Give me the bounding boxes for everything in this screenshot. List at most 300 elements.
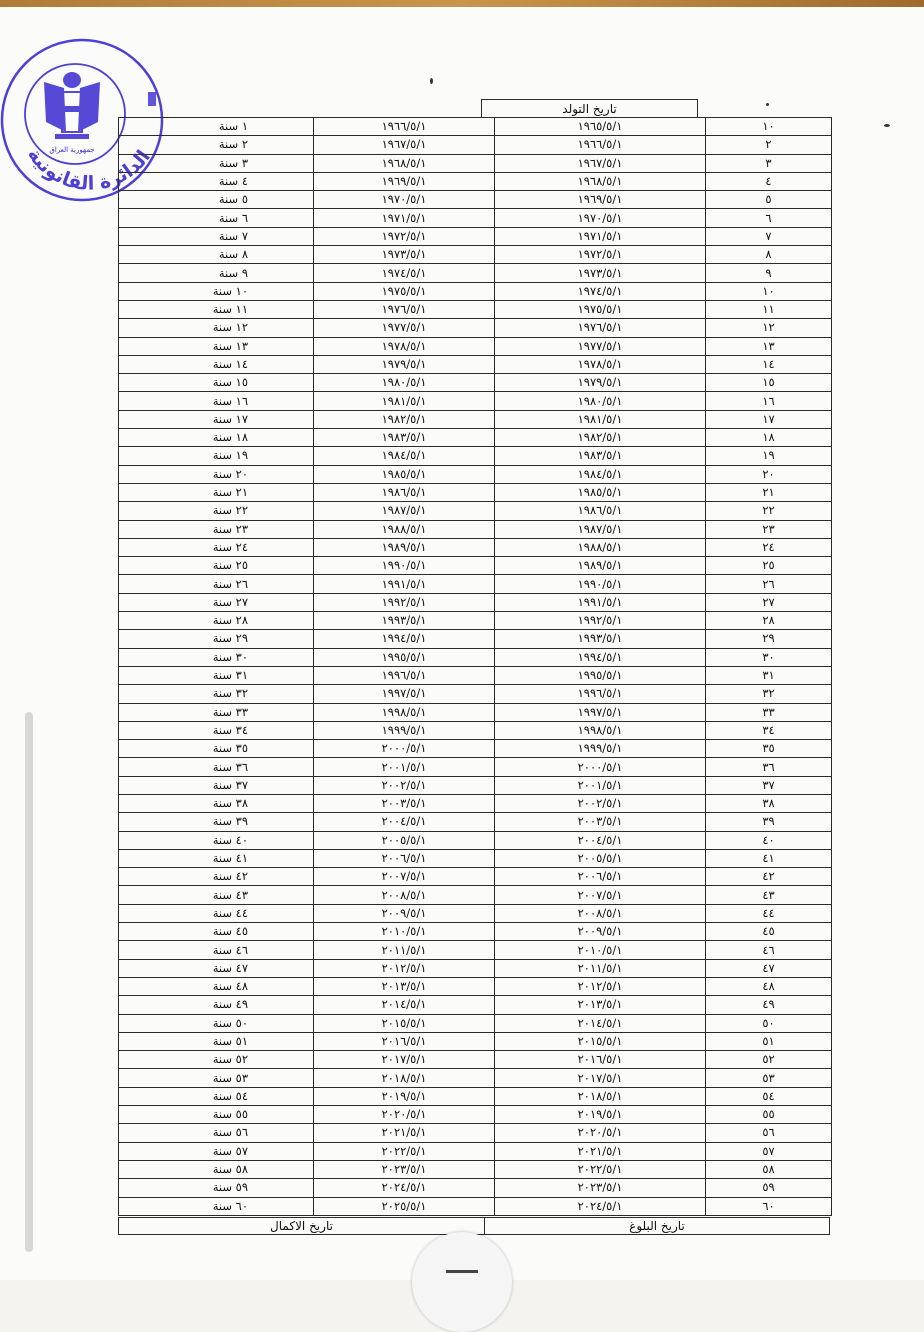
maturity-date-cell: ١٩٦٩/٥/١: [314, 172, 495, 190]
row-number: ٣١: [706, 666, 832, 684]
table-row: [119, 1179, 832, 1197]
table-row: [119, 593, 832, 611]
birth-date-cell: ١٩٩٦/٥/١: [495, 685, 706, 703]
birth-date-cell: ١٩٨٢/٥/١: [495, 429, 706, 447]
table-row: [119, 1106, 832, 1124]
age-cell: ٣٣ سنة: [119, 703, 314, 721]
row-number: ٢٦: [706, 575, 832, 593]
age-cell: ٢١ سنة: [119, 483, 314, 501]
birth-date-cell: ١٩٨٧/٥/١: [495, 520, 706, 538]
maturity-date-cell: ١٩٩٧/٥/١: [314, 685, 495, 703]
maturity-date-cell: ١٩٨٠/٥/١: [314, 374, 495, 392]
ink-mark: [430, 78, 433, 84]
table-row: [119, 319, 832, 337]
age-cell: ٢٣ سنة: [119, 520, 314, 538]
table-row: [119, 246, 832, 264]
row-number: ٤٠: [706, 831, 832, 849]
birth-date-cell: ٢٠١٦/٥/١: [495, 1051, 706, 1069]
row-number: ٤١: [706, 849, 832, 867]
table-row: [119, 1069, 832, 1087]
birth-date-cell: ١٩٩٢/٥/١: [495, 612, 706, 630]
maturity-date-cell: ١٩٩٤/٥/١: [314, 630, 495, 648]
row-number: ٥: [706, 191, 832, 209]
maturity-date-cell: ٢٠٠٩/٥/١: [314, 904, 495, 922]
table-row: [119, 831, 832, 849]
table-row: [119, 1051, 832, 1069]
age-cell: ٤٢ سنة: [119, 868, 314, 886]
maturity-date-cell: ١٩٨٦/٥/١: [314, 483, 495, 501]
maturity-date-cell: ١٩٧٧/٥/١: [314, 319, 495, 337]
table-row: [119, 666, 832, 684]
age-cell: ٤٦ سنة: [119, 941, 314, 959]
row-number: ٣٩: [706, 813, 832, 831]
maturity-date-cell: ١٩٧٠/٥/١: [314, 191, 495, 209]
row-number: ٩: [706, 264, 832, 282]
birth-date-cell: ١٩٦٥/٥/١: [495, 118, 706, 136]
age-cell: ٤٨ سنة: [119, 977, 314, 995]
row-number: ١٢: [706, 319, 832, 337]
table-row: [119, 154, 832, 172]
row-number: ٥٤: [706, 1087, 832, 1105]
table-row: [119, 538, 832, 556]
birth-date-cell: ٢٠٠٨/٥/١: [495, 904, 706, 922]
row-number: ٢٥: [706, 557, 832, 575]
age-cell: ١٤ سنة: [119, 355, 314, 373]
stamp-text: الدائرة القانونية: [23, 144, 155, 195]
birth-date-cell: ٢٠٢١/٥/١: [495, 1142, 706, 1160]
age-cell: ٢٥ سنة: [119, 557, 314, 575]
age-cell: ١٦ سنة: [119, 392, 314, 410]
birth-date-cell: ١٩٩٧/٥/١: [495, 703, 706, 721]
table-row: [119, 465, 832, 483]
maturity-date-cell: ١٩٨١/٥/١: [314, 392, 495, 410]
maturity-date-cell: ١٩٨٩/٥/١: [314, 538, 495, 556]
age-cell: ٤٣ سنة: [119, 886, 314, 904]
maturity-date-cell: ١٩٧٤/٥/١: [314, 264, 495, 282]
maturity-date-cell: ١٩٩٢/٥/١: [314, 593, 495, 611]
row-number: ٦٠: [706, 1197, 832, 1215]
age-cell: ٤٧ سنة: [119, 959, 314, 977]
birth-date-cell: ١٩٧٧/٥/١: [495, 337, 706, 355]
age-cell: ٢٤ سنة: [119, 538, 314, 556]
birth-date-cell: ١٩٨١/٥/١: [495, 410, 706, 428]
age-cell: ٥١ سنة: [119, 1032, 314, 1050]
birth-date-cell: ١٩٧٥/٥/١: [495, 300, 706, 318]
birth-date-cell: ٢٠٠٠/٥/١: [495, 758, 706, 776]
row-number: ٢٨: [706, 612, 832, 630]
birth-date-cell: ١٩٩٩/٥/١: [495, 740, 706, 758]
age-cell: ٥٦ سنة: [119, 1124, 314, 1142]
birth-date-cell: ١٩٧٦/٥/١: [495, 319, 706, 337]
table-row: [119, 483, 832, 501]
age-cell: ٢٨ سنة: [119, 612, 314, 630]
maturity-date-cell: ١٩٨٨/٥/١: [314, 520, 495, 538]
age-cell: ٣٩ سنة: [119, 813, 314, 831]
scrollbar[interactable]: [25, 712, 33, 1252]
row-number: ٥٠: [706, 1014, 832, 1032]
age-cell: ٣٨ سنة: [119, 794, 314, 812]
birth-date-cell: ٢٠٠٤/٥/١: [495, 831, 706, 849]
maturity-date-cell: ١٩٩٨/٥/١: [314, 703, 495, 721]
maturity-date-cell: ١٩٨٤/٥/١: [314, 447, 495, 465]
birth-date-cell: ٢٠١٤/٥/١: [495, 1014, 706, 1032]
birth-date-cell: ٢٠٠١/٥/١: [495, 776, 706, 794]
maturity-date-cell: ٢٠٢٠/٥/١: [314, 1106, 495, 1124]
maturity-date-cell: ٢٠٠٥/٥/١: [314, 831, 495, 849]
maturity-date-cell: ١٩٩٩/٥/١: [314, 721, 495, 739]
age-cell: ٥٣ سنة: [119, 1069, 314, 1087]
birth-date-cell: ٢٠٢٠/٥/١: [495, 1124, 706, 1142]
birth-date-cell: ١٩٨٠/٥/١: [495, 392, 706, 410]
row-number: ٥٨: [706, 1160, 832, 1178]
row-number: ٦: [706, 209, 832, 227]
age-table-body: [119, 118, 832, 1216]
maturity-date-cell: ١٩٧٩/٥/١: [314, 355, 495, 373]
table-row: [119, 868, 832, 886]
row-number: ٤: [706, 172, 832, 190]
table-row: [119, 191, 832, 209]
stamp-emblem-text: جمهورية العراق: [49, 146, 95, 154]
table-row: [119, 1124, 832, 1142]
bottom-action-button[interactable]: [412, 1232, 512, 1332]
minus-icon: [446, 1270, 478, 1273]
birth-date-cell: ١٩٩٥/٥/١: [495, 666, 706, 684]
maturity-date-cell: ١٩٨٢/٥/١: [314, 410, 495, 428]
row-number: ٢٤: [706, 538, 832, 556]
age-cell: ١٣ سنة: [119, 337, 314, 355]
row-number: ٣٠: [706, 648, 832, 666]
row-number: ٢٧: [706, 593, 832, 611]
row-number: ٣٣: [706, 703, 832, 721]
table-row: [119, 612, 832, 630]
table-row: [119, 886, 832, 904]
age-cell: ٨ سنة: [119, 246, 314, 264]
birth-date-cell: ٢٠٠٦/٥/١: [495, 868, 706, 886]
birth-date-cell: ١٩٦٧/٥/١: [495, 154, 706, 172]
maturity-date-cell: ٢٠٠٦/٥/١: [314, 849, 495, 867]
table-row: [119, 264, 832, 282]
birth-date-cell: ١٩٦٨/٥/١: [495, 172, 706, 190]
age-cell: ٤٤ سنة: [119, 904, 314, 922]
row-number: ٢٣: [706, 520, 832, 538]
row-number: ٤٢: [706, 868, 832, 886]
maturity-date-cell: ٢٠٢٢/٥/١: [314, 1142, 495, 1160]
birth-date-cell: ٢٠٢٣/٥/١: [495, 1179, 706, 1197]
birth-date-cell: ١٩٧٠/٥/١: [495, 209, 706, 227]
row-number: ٥٩: [706, 1179, 832, 1197]
maturity-date-cell: ٢٠٠٠/٥/١: [314, 740, 495, 758]
table-row: [119, 776, 832, 794]
row-number: ٣٦: [706, 758, 832, 776]
age-cell: ٢٢ سنة: [119, 502, 314, 520]
age-cell: ٣٦ سنة: [119, 758, 314, 776]
birth-date-cell: ٢٠١٠/٥/١: [495, 941, 706, 959]
row-number: ٣٧: [706, 776, 832, 794]
birth-date-cell: ١٩٨٩/٥/١: [495, 557, 706, 575]
maturity-date-cell: ١٩٧١/٥/١: [314, 209, 495, 227]
maturity-date-cell: ١٩٧٣/٥/١: [314, 246, 495, 264]
row-number: ٢: [706, 136, 832, 154]
table-row: [119, 282, 832, 300]
table-row: [119, 1160, 832, 1178]
birth-date-cell: ١٩٩٣/٥/١: [495, 630, 706, 648]
age-cell: ٥٠ سنة: [119, 1014, 314, 1032]
age-cell: ٥٤ سنة: [119, 1087, 314, 1105]
table-row: [119, 794, 832, 812]
table-row: [119, 575, 832, 593]
table-row: [119, 1197, 832, 1215]
age-cell: ٤١ سنة: [119, 849, 314, 867]
table-row: [119, 758, 832, 776]
row-number: ٢٠: [706, 465, 832, 483]
age-cell: ٣٢ سنة: [119, 685, 314, 703]
ink-mark: [766, 103, 769, 106]
row-number: ٤٧: [706, 959, 832, 977]
birth-date-cell: ١٩٧٤/٥/١: [495, 282, 706, 300]
birth-date-cell: ٢٠٠٧/٥/١: [495, 886, 706, 904]
table-row: [119, 977, 832, 995]
age-cell: ٢٩ سنة: [119, 630, 314, 648]
row-number: ٤٥: [706, 923, 832, 941]
maturity-date-cell: ١٩٦٨/٥/١: [314, 154, 495, 172]
maturity-date-cell: ١٩٩١/٥/١: [314, 575, 495, 593]
row-number: ٤٩: [706, 996, 832, 1014]
row-number: ٥٦: [706, 1124, 832, 1142]
maturity-date-cell: ٢٠٢٣/٥/١: [314, 1160, 495, 1178]
age-cell: ٣٧ سنة: [119, 776, 314, 794]
table-row: [119, 630, 832, 648]
row-number: ٧: [706, 227, 832, 245]
table-row: [119, 429, 832, 447]
table-row: [119, 721, 832, 739]
row-number: ١٥: [706, 374, 832, 392]
age-cell: ١٠ سنة: [119, 282, 314, 300]
birth-date-cell: ١٩٨٦/٥/١: [495, 502, 706, 520]
table-row: [119, 923, 832, 941]
age-cell: ١٧ سنة: [119, 410, 314, 428]
row-number: ٣٤: [706, 721, 832, 739]
age-cell: ٥٥ سنة: [119, 1106, 314, 1124]
maturity-date-cell: ٢٠١٨/٥/١: [314, 1069, 495, 1087]
birth-date-cell: ١٩٧١/٥/١: [495, 227, 706, 245]
age-cell: ٣٤ سنة: [119, 721, 314, 739]
maturity-date-cell: ٢٠٠٣/٥/١: [314, 794, 495, 812]
age-cell: ٥٩ سنة: [119, 1179, 314, 1197]
row-number: ٢٩: [706, 630, 832, 648]
table-row: [119, 557, 832, 575]
age-cell: ٦ سنة: [119, 209, 314, 227]
birth-date-cell: ٢٠١٥/٥/١: [495, 1032, 706, 1050]
ink-mark: [884, 124, 890, 127]
maturity-date-cell: ١٩٦٦/٥/١: [314, 118, 495, 136]
row-number: ٤٤: [706, 904, 832, 922]
table-footer: [118, 1217, 830, 1235]
maturity-date-cell: ٢٠٠٤/٥/١: [314, 813, 495, 831]
age-cell: ٥٧ سنة: [119, 1142, 314, 1160]
birth-date-cell: ١٩٦٦/٥/١: [495, 136, 706, 154]
row-number: ١٠: [706, 118, 832, 136]
table-row: [119, 941, 832, 959]
birth-date-cell: ٢٠١٣/٥/١: [495, 996, 706, 1014]
table-row: [119, 1032, 832, 1050]
maturity-date-cell: ٢٠٢٤/٥/١: [314, 1179, 495, 1197]
age-cell: ٥ سنة: [119, 191, 314, 209]
row-number: ٢١: [706, 483, 832, 501]
row-number: ١٦: [706, 392, 832, 410]
birth-date-cell: ١٩٧٩/٥/١: [495, 374, 706, 392]
birth-date-cell: ١٩٨٤/٥/١: [495, 465, 706, 483]
table-row: [119, 172, 832, 190]
row-number: ١٤: [706, 355, 832, 373]
age-cell: ١٢ سنة: [119, 319, 314, 337]
maturity-date-cell: ٢٠٠٧/٥/١: [314, 868, 495, 886]
age-cell: ٧ سنة: [119, 227, 314, 245]
maturity-date-cell: ١٩٧٨/٥/١: [314, 337, 495, 355]
birth-date-cell: ٢٠١٧/٥/١: [495, 1069, 706, 1087]
birth-date-cell: ١٩٧٨/٥/١: [495, 355, 706, 373]
birth-date-cell: ٢٠١٢/٥/١: [495, 977, 706, 995]
eagle-emblem-icon: [44, 72, 100, 139]
table-row: [119, 996, 832, 1014]
maturity-date-cell: ١٩٦٧/٥/١: [314, 136, 495, 154]
birth-date-cell: ٢٠٢٢/٥/١: [495, 1160, 706, 1178]
row-number: ١٠: [706, 282, 832, 300]
row-number: ٥٢: [706, 1051, 832, 1069]
maturity-date-cell: ٢٠١٦/٥/١: [314, 1032, 495, 1050]
table-row: [119, 300, 832, 318]
age-cell: ٢ سنة: [119, 136, 314, 154]
maturity-date-cell: ٢٠١٥/٥/١: [314, 1014, 495, 1032]
birth-date-cell: ٢٠١٩/٥/١: [495, 1106, 706, 1124]
birth-date-cell: ٢٠٢٤/٥/١: [495, 1197, 706, 1215]
maturity-date-cell: ١٩٩٣/٥/١: [314, 612, 495, 630]
table-row: [119, 685, 832, 703]
birth-date-cell: ١٩٨٥/٥/١: [495, 483, 706, 501]
table-row: [119, 227, 832, 245]
row-number: ٨: [706, 246, 832, 264]
maturity-date-cell: ٢٠١٣/٥/١: [314, 977, 495, 995]
birth-date-cell: ١٩٩٤/٥/١: [495, 648, 706, 666]
row-number: ٥١: [706, 1032, 832, 1050]
top-strip: [0, 0, 924, 7]
birth-date-cell: ٢٠١٨/٥/١: [495, 1087, 706, 1105]
maturity-date-cell: ١٩٧٥/٥/١: [314, 282, 495, 300]
age-cell: ١٥ سنة: [119, 374, 314, 392]
table-row: [119, 703, 832, 721]
table-row: [119, 447, 832, 465]
birth-date-cell: ٢٠٠٩/٥/١: [495, 923, 706, 941]
table-row: [119, 136, 832, 154]
table-row: [119, 1014, 832, 1032]
maturity-date-cell: ٢٠٢٥/٥/١: [314, 1197, 495, 1215]
birth-date-cell: ١٩٧٣/٥/١: [495, 264, 706, 282]
age-cell: ٤٩ سنة: [119, 996, 314, 1014]
birth-date-cell: ٢٠٠٥/٥/١: [495, 849, 706, 867]
birth-date-cell: ١٩٨٨/٥/١: [495, 538, 706, 556]
maturity-date-cell: ١٩٧٢/٥/١: [314, 227, 495, 245]
row-number: ١٧: [706, 410, 832, 428]
row-number: ٣٢: [706, 685, 832, 703]
birth-date-cell: ١٩٩٠/٥/١: [495, 575, 706, 593]
row-number: ٣: [706, 154, 832, 172]
age-cell: ١ سنة: [119, 118, 314, 136]
row-number: ٣٨: [706, 794, 832, 812]
birth-date-cell: ١٩٧٢/٥/١: [495, 246, 706, 264]
table-row: [119, 502, 832, 520]
table-row: [119, 648, 832, 666]
age-cell: ٩ سنة: [119, 264, 314, 282]
age-cell: ٣١ سنة: [119, 666, 314, 684]
age-cell: ٥٨ سنة: [119, 1160, 314, 1178]
row-number: ٣٥: [706, 740, 832, 758]
table-row: [119, 374, 832, 392]
table-row: [119, 337, 832, 355]
birth-date-cell: ١٩٨٣/٥/١: [495, 447, 706, 465]
age-cell: ٢٧ سنة: [119, 593, 314, 611]
age-cell: ٤٥ سنة: [119, 923, 314, 941]
maturity-date-cell: ٢٠١١/٥/١: [314, 941, 495, 959]
birth-date-cell: ٢٠١١/٥/١: [495, 959, 706, 977]
age-cell: ٤٠ سنة: [119, 831, 314, 849]
table-row: [119, 1087, 832, 1105]
row-number: ٤٣: [706, 886, 832, 904]
maturity-date-cell: ٢٠٠٨/٥/١: [314, 886, 495, 904]
age-cell: ١٩ سنة: [119, 447, 314, 465]
table-row: [119, 849, 832, 867]
row-number: ١١: [706, 300, 832, 318]
table-row: [119, 355, 832, 373]
row-number: ١٩: [706, 447, 832, 465]
table-row: [119, 959, 832, 977]
birth-date-header: تاريخ التولد: [481, 99, 698, 118]
birth-date-cell: ١٩٩٨/٥/١: [495, 721, 706, 739]
maturity-date-cell: ١٩٨٥/٥/١: [314, 465, 495, 483]
age-cell: ١٨ سنة: [119, 429, 314, 447]
table-row: [119, 392, 832, 410]
age-cell: ٥٢ سنة: [119, 1051, 314, 1069]
table-row: [119, 904, 832, 922]
birth-date-cell: ١٩٩١/٥/١: [495, 593, 706, 611]
maturity-date-cell: ٢٠٠٢/٥/١: [314, 776, 495, 794]
age-cell: ٢٠ سنة: [119, 465, 314, 483]
maturity-date-cell: ١٩٩٥/٥/١: [314, 648, 495, 666]
maturity-date-cell: ١٩٨٧/٥/١: [314, 502, 495, 520]
maturity-date-cell: ٢٠١٩/٥/١: [314, 1087, 495, 1105]
row-number: ١٨: [706, 429, 832, 447]
completion-date-label: تاريخ الاكمال: [270, 1219, 333, 1233]
maturity-date-cell: ١٩٨٣/٥/١: [314, 429, 495, 447]
row-number: ٥٣: [706, 1069, 832, 1087]
row-number: ٢٢: [706, 502, 832, 520]
table-row: [119, 520, 832, 538]
age-cell: ٤ سنة: [119, 172, 314, 190]
age-cell: ١١ سنة: [119, 300, 314, 318]
maturity-date-cell: ١٩٩٦/٥/١: [314, 666, 495, 684]
maturity-date-cell: ٢٠١٤/٥/١: [314, 996, 495, 1014]
table-row: [119, 118, 832, 136]
row-number: ١٣: [706, 337, 832, 355]
birth-date-cell: ٢٠٠٣/٥/١: [495, 813, 706, 831]
age-cell: ٣٠ سنة: [119, 648, 314, 666]
table-row: [119, 813, 832, 831]
row-number: ٥٥: [706, 1106, 832, 1124]
table-row: [119, 740, 832, 758]
row-number: ٤٦: [706, 941, 832, 959]
maturity-date-cell: ٢٠٢١/٥/١: [314, 1124, 495, 1142]
row-number: ٥٧: [706, 1142, 832, 1160]
table-row: [119, 209, 832, 227]
maturity-date-cell: ٢٠١٧/٥/١: [314, 1051, 495, 1069]
